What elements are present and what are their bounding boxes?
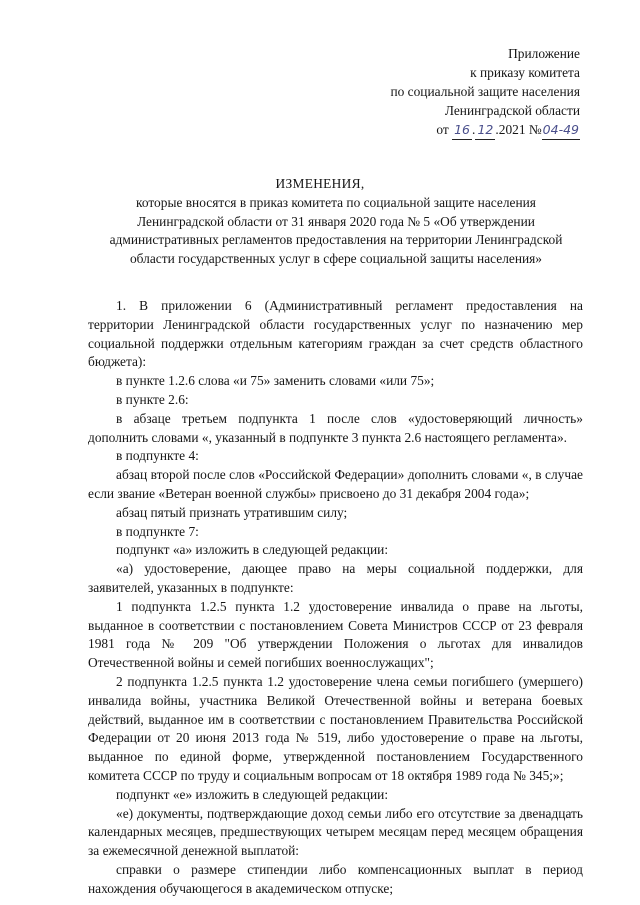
paragraph: 2 подпункта 1.2.5 пункта 1.2 удостоверение члена семьи погибшего (умершего) инвалида войны, участника Великой Отечественной войны и ветерана боевых действий, выданное им в соответствии с постановлением Правительства Российской Федерации от 20 июня 2013 года № 519, либо удостоверение о праве на льготы, выданное по единой форме, утвержденной постановлением Государственного комитета СССР по труду и социальным вопросам от 18 октября 1989 года № 345;»; — [88, 673, 583, 783]
subtitle-line-3: административных регламентов предоставления на территории Ленинградской — [109, 232, 563, 247]
document-subtitle — [86, 194, 586, 268]
paragraph: абзац второй после слов «Российской Федерации» дополнить словами «, в случае если звание «Ветеран военной службы» присвоено до 31 декабря 2004 года»; — [88, 467, 583, 501]
paragraph: в подпункте 7: — [116, 523, 199, 539]
handwritten-day: 16 — [452, 120, 472, 140]
subtitle-line-1: которые вносятся в приказ комитета по социальной защите населения — [136, 195, 536, 210]
document-body — [88, 297, 583, 899]
paragraph: справки о размере стипендии либо компенсационных выплат в период нахождения обучающегося в академическом отпуске; — [88, 861, 583, 896]
paragraph: в абзаце третьем подпункта 1 после слов «удостоверяющий личность» дополнить словами «, указанный в подпункте 3 пункта 2.6 настоящего регламента». — [88, 410, 583, 445]
paragraph: 1 подпункта 1.2.5 пункта 1.2 удостоверение инвалида о праве на льготы, выданное в соответствии с постановлением Совета Министров СССР от 23 февраля 1981 года № 209 "Об утверждении Положения о льготах для инвалидов Отечественной войны и семей погибших военнослужащих"; — [88, 598, 583, 671]
paragraph: в подпункте 4: — [116, 448, 199, 464]
paragraph: подпункт «а» изложить в следующей редакции: — [116, 542, 389, 558]
subtitle-line-4: области государственных услуг в сфере социальной защиты населения» — [129, 250, 543, 266]
appendix-date-line: от 16 . 12 .2021 №04-49 — [390, 120, 580, 140]
handwritten-number: 04-49 — [542, 120, 580, 140]
appendix-line-3: по социальной защите населения — [390, 84, 580, 99]
paragraph: в пункте 1.2.6 слова «и 75» заменить словами «или 75»; — [116, 373, 435, 389]
appendix-header — [390, 44, 580, 140]
document-title: ИЗМЕНЕНИЯ, — [275, 176, 365, 191]
date-prefix: от — [436, 122, 449, 137]
paragraph: в пункте 2.6: — [116, 391, 189, 407]
handwritten-month: 12 — [475, 120, 495, 140]
appendix-line-4: Ленинградской области — [444, 103, 580, 118]
paragraph: абзац пятый признать утратившим силу; — [116, 504, 348, 520]
paragraph: «е) документы, подтверждающие доход семьи либо его отсутствие за двенадцать календарных месяцев, предшествующих четырем месяцам перед месяцем обращения за ежемесячной денежной выплатой: — [88, 805, 583, 859]
paragraph: 1. В приложении 6 (Административный регламент предоставления на территории Ленинградской области государственных услуг по назначению мер социальной поддержки отдельным категориям граждан за счет средств областного бюджета): — [88, 298, 583, 370]
date-year: .2021 № — [495, 122, 542, 137]
paragraph: «а) удостоверение, дающее право на меры социальной поддержки, для заявителей, указанных в подпункте: — [88, 561, 583, 595]
paragraph: подпункт «е» изложить в следующей редакции: — [116, 786, 389, 802]
appendix-line-2: к приказу комитета — [470, 65, 580, 80]
appendix-line-1: Приложение — [508, 46, 580, 61]
subtitle-line-2: Ленинградской области от 31 января 2020 года № 5 «Об утверждении — [137, 213, 535, 229]
